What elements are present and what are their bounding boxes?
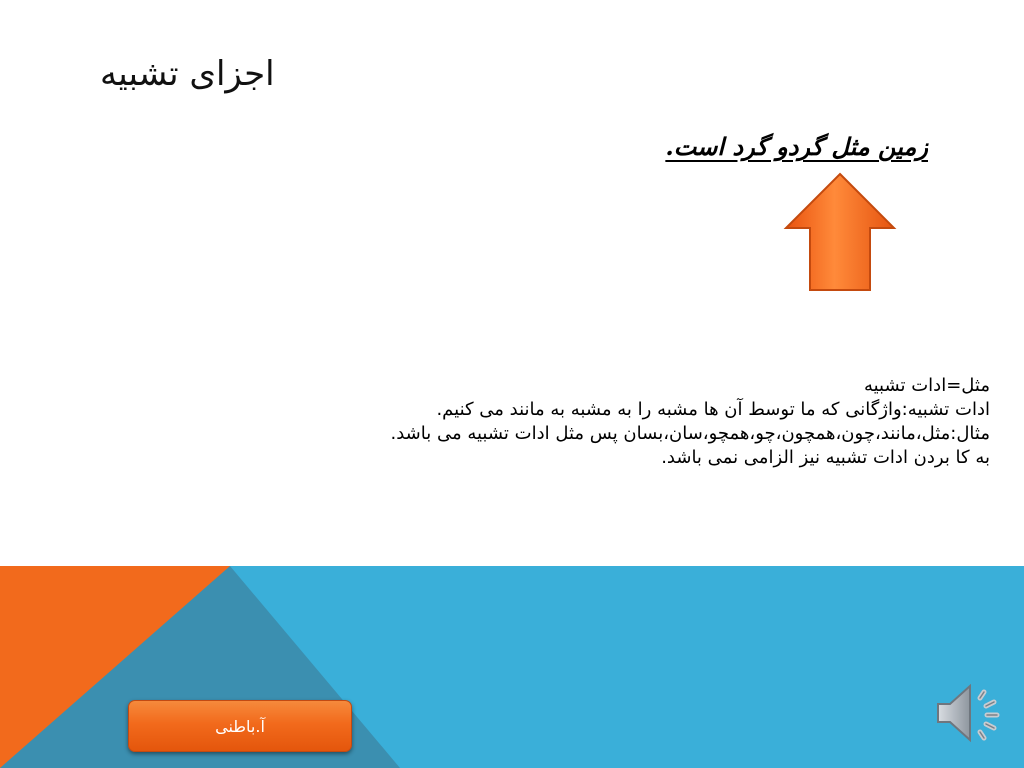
body-line-3: مثال:مثل،مانند،چون،همچون،چو،همچو،سان،بسان پس مثل ادات تشبیه می باشد. (390, 423, 990, 444)
author-button[interactable]: آ.باطنی (128, 700, 352, 752)
body-line-2: ادات تشبیه:واژگانی که ما توسط آن ها مشبه را به مشبه به مانند می کنیم. (436, 399, 990, 420)
example-sentence: زمین مثل گردو گرد است. (665, 132, 928, 161)
up-arrow-icon (782, 170, 898, 294)
slide-title: اجزای تشبیه (100, 54, 275, 94)
body-text (290, 374, 990, 470)
body-line-1: مثل=ادات تشبیه (863, 375, 990, 396)
body-line-4: به کا بردن ادات تشبیه نیز الزامی نمی باشد. (661, 447, 990, 468)
speaker-icon[interactable] (934, 680, 1006, 746)
